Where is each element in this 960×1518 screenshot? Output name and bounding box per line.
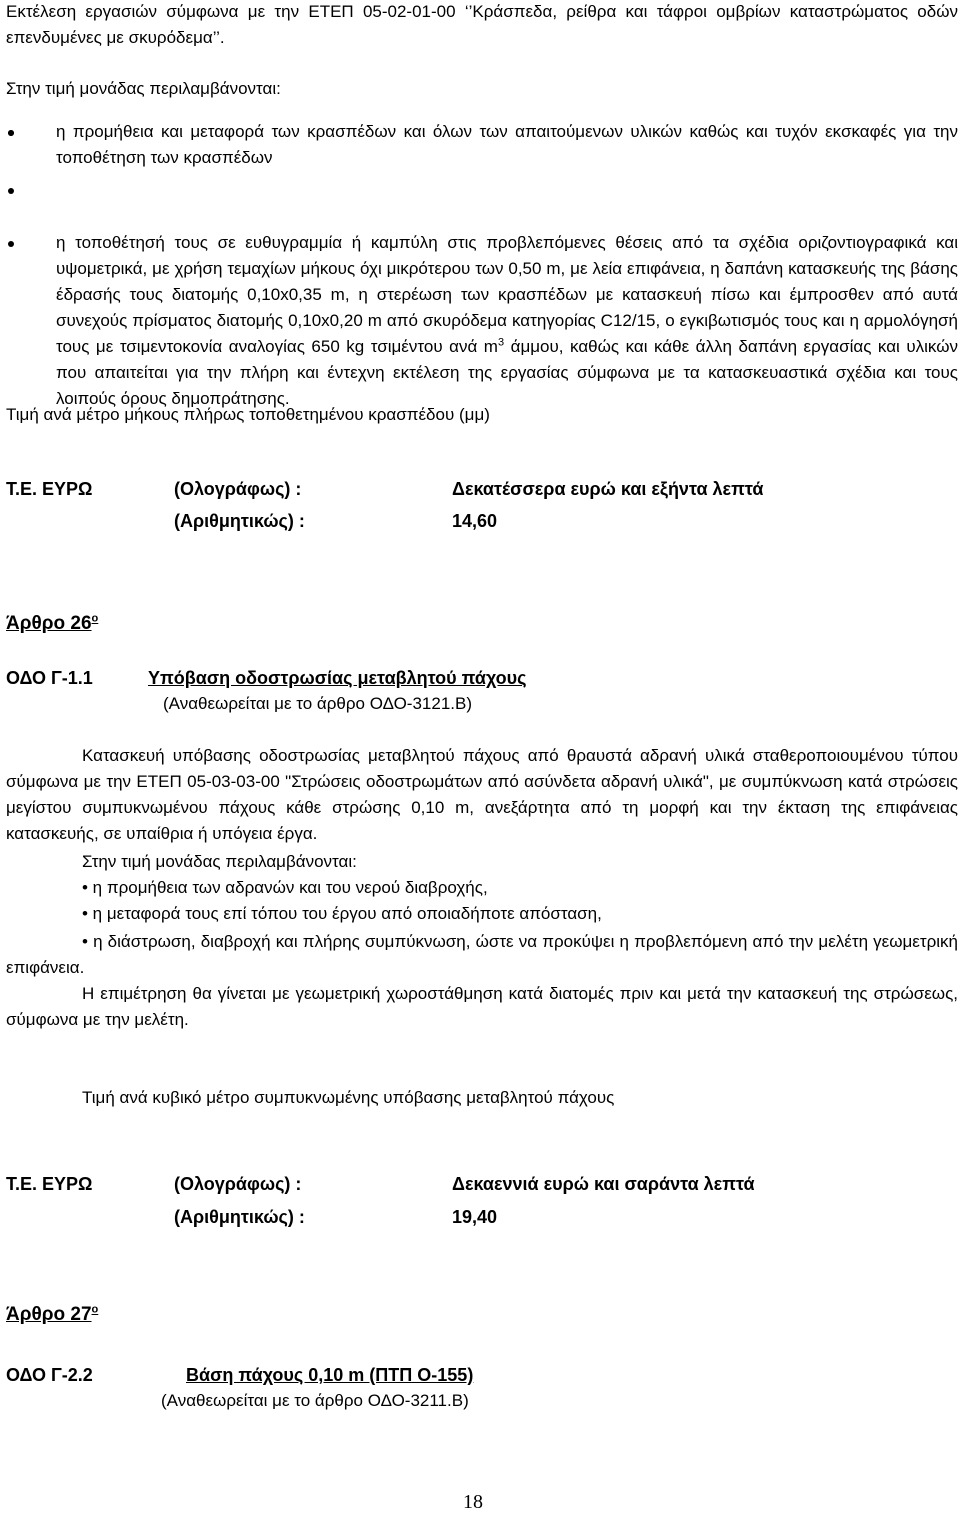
document-page [6,0,958,1410]
includes-label: Στην τιμή μονάδας περιλαμβάνονται: [82,852,357,871]
words-label: (Ολογράφως) : [174,1174,302,1194]
article-name: Υπόβαση οδοστρωσίας μεταβλητού πάχους [148,668,527,688]
numeric-value: 19,40 [452,1207,498,1227]
list-item-text: η προμήθεια και μεταφορά των κρασπέδων και όλων των απαιτούμενων υλικών καθώς και τυχόν εκσκαφές για την τοποθέτηση των κρασπέδων [56,122,958,167]
includes-label: Στην τιμή μονάδας περιλαμβάνονται: [6,79,281,98]
article-title: Άρθρο 26 [6,613,92,634]
article-revised: (Αναθεωρείται με το άρθρο ΟΔΟ-3121.Β) [163,694,472,713]
list-item: • η προμήθεια των αδρανών και του νερού διαβροχής, [82,878,488,897]
list-item [6,119,958,171]
numeric-label: (Αριθμητικώς) : [174,1207,305,1227]
list-item [6,230,958,412]
article-title-sup: ο [91,1303,99,1316]
currency-label: Τ.Ε. ΕΥΡΩ [6,1174,93,1194]
numeric-label: (Αριθμητικώς) : [174,511,305,531]
article-revised: (Αναθεωρείται με το άρθρο ΟΔΟ-3211.Β) [161,1391,469,1410]
article-description: Κατασκευή υπόβασης οδοστρωσίας μεταβλητού πάχους από θραυστά αδρανή υλικά σταθεροποιουμένου τύπου σύμφωνα με την ΕΤΕΠ 05-03-03-00 "Στρώσεις οδοστρωμάτων από ασύνδετα αδρανή υλικά", με συμπύκνωση κατά στρώσεις μεγίστου συμπυκνωμένου πάχους κάθε στρώσης 0,10 m, ανεξάρτητα από τη μορφή και την έκταση της επιφάνειας κατασκευής, σε υπαίθρια ή υπόγεια έργα. [6,746,958,843]
bullet-icon [8,188,14,194]
unit-price-text: Τιμή ανά κυβικό μέτρο συμπυκνωμένης υπόβασης μεταβλητού πάχους [82,1088,615,1107]
page-number: 18 [463,1491,483,1513]
list-item-text-cont: άμμου, καθώς και κάθε άλλη δαπάνη εργασίας και υλικών που απαιτείται για την πλήρη και έντεχνη εκτέλεση της εργασίας σύμφωνα με τα κατασκευαστικά σχέδια και τους λοιπούς όρους δημοπράτησης. [56,337,958,408]
article-title-sup: ο [91,612,99,625]
bullet-icon [8,241,14,247]
article-heading [6,1302,98,1328]
bullet-icon [8,130,14,136]
list-item: • η διάστρωση, διαβροχή και πλήρης συμπύκνωση, ώστε να προκύψει η προβλεπόμενη από την μελέτη γεωμετρική επιφάνεια. [6,932,958,977]
words-label: (Ολογράφως) : [174,479,302,499]
words-value: Δεκατέσσερα ευρώ και εξήντα λεπτά [452,479,764,499]
section-intro: Εκτέλεση εργασιών σύμφωνα με την ΕΤΕΠ 05-02-01-00 ‘’Κράσπεδα, ρείθρα και τάφροι ομβρίων καταστρώματος οδών επενδυμένες με σκυρόδεμα’’. [6,2,958,47]
unit-price-text: Τιμή ανά μέτρο μήκους πλήρως τοποθετημένου κρασπέδου (μμ) [6,405,490,424]
superscript: 3 [497,336,505,349]
article-name: Βάση πάχους 0,10 m (ΠΤΠ Ο-155) [186,1365,474,1385]
list-item: • η μεταφορά τους επί τόπου του έργου από οποιαδήποτε απόσταση, [82,904,602,923]
numeric-value: 14,60 [452,511,498,531]
article-heading [6,611,98,637]
words-value: Δεκαεννιά ευρώ και σαράντα λεπτά [452,1174,755,1194]
article-code: ΟΔΟ Γ-2.2 [6,1365,93,1385]
article-code: ΟΔΟ Γ-1.1 [6,668,93,688]
article-title: Άρθρο 27 [6,1304,92,1325]
list-item-text: η τοποθέτησή τους σε ευθυγραμμία ή καμπύλη στις προβλεπόμενες θέσεις από τα σχέδια οριζοντιογραφικά και υψομετρικά, με χρήση τεμαχίων μήκους όχι μικρότερου των 0,50 m, με λεία επιφάνεια, η δαπάνη κατασκευής της βάσης έδρασής τους διατομής 0,10x0,35 m, η στερέωση των κρασπέδων με κατασκευή πίσω και έμπροσθεν από αυτά συνεχούς πρίσματος διατομής 0,10x0,20 m από σκυρόδεμα κατηγορίας C12/15, ο εγκιβωτισμός τους και η αρμολόγησή τους με τσιμεντοκονία αναλογίας 650 kg τσιμέντου ανά m [56,233,958,356]
measurement-text: Η επιμέτρηση θα γίνεται με γεωμετρική χωροστάθμηση κατά διατομές πριν και μετά την κατασκευή της στρώσεως, σύμφωνα με την μελέτη. [6,984,958,1029]
currency-label: Τ.Ε. ΕΥΡΩ [6,479,93,499]
